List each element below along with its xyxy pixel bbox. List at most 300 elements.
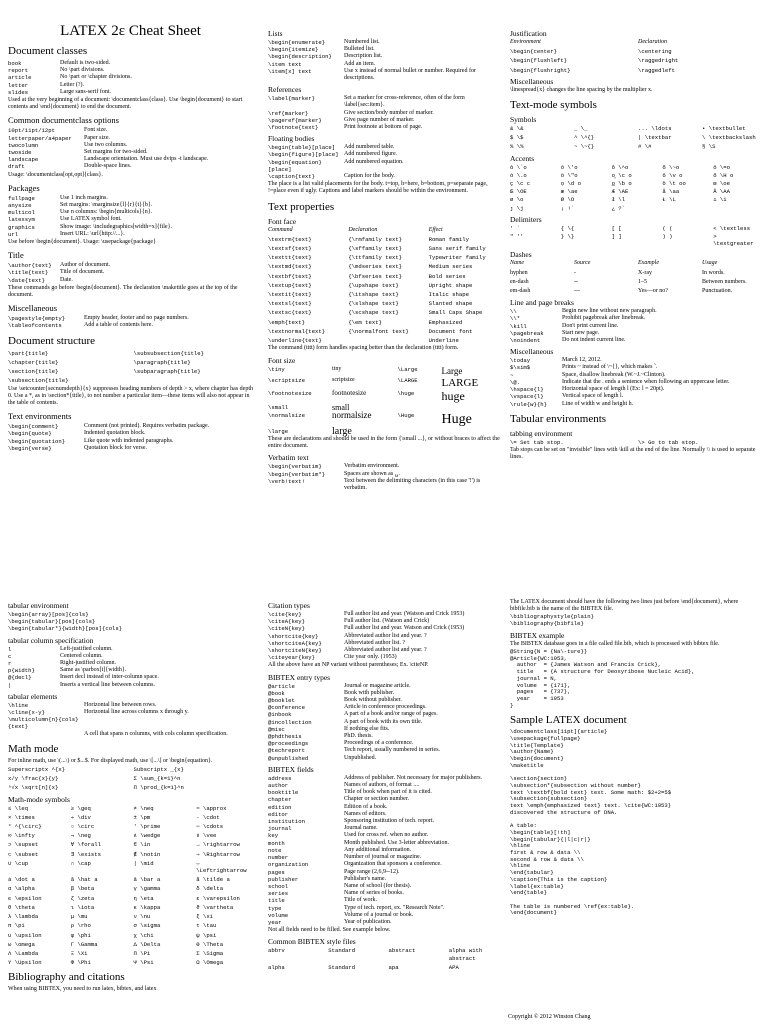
table-cell: % \% <box>510 143 524 151</box>
delimiters-table <box>510 225 760 248</box>
table-cell: ó \'o <box>560 163 578 171</box>
item-value: Centered column. <box>60 652 103 659</box>
list-item <box>8 142 253 149</box>
item-value: Journal name. <box>344 825 378 832</box>
list-item <box>8 202 253 209</box>
table-cell: \LARGE <box>397 376 418 384</box>
list-item <box>8 660 253 667</box>
table-cell: # \# <box>638 143 652 151</box>
table-cell: \textsf{text} <box>268 245 312 253</box>
table-cell: Standard <box>328 963 356 971</box>
table-cell: Declaration <box>638 39 667 45</box>
item-value: Begin new line without new paragraph. <box>562 308 657 315</box>
table-cell: ō \=o <box>713 163 730 171</box>
list-item <box>268 711 503 718</box>
document-classes-note: Used at the very beginning of a document: \documentclass{class}. Use \begin{document} to start contents and \end{document} to end the document. <box>8 97 243 111</box>
item-key: \author{text} <box>8 262 52 270</box>
table-cell: LARGE <box>441 376 479 389</box>
table-cell: \textbf{text} <box>268 272 312 280</box>
table-cell: λ \lambda <box>8 913 39 921</box>
table-cell: Λ \Lambda <box>8 949 39 957</box>
table-cell: Å \AA <box>713 188 730 196</box>
item-value: Caption for the body. <box>344 173 395 180</box>
table-cell: Yes—or no? <box>638 288 668 295</box>
item-value: Prohibit pagebreak after linebreak. <box>562 315 646 322</box>
list-item <box>268 683 503 690</box>
table-cell <box>442 404 504 411</box>
list-item <box>268 747 503 754</box>
item-key: \today <box>510 357 531 365</box>
item-key: \footnote{text} <box>268 124 319 132</box>
item-key: \cite{key} <box>268 611 302 618</box>
heading-references: References <box>268 85 302 95</box>
table-cell: \ \textbackslash <box>702 134 756 142</box>
table-cell: Subscriptx _{x} <box>133 766 184 774</box>
item-key: letterpaper/a4paper <box>8 134 72 142</box>
item-value: Chapter or section number. <box>344 796 409 803</box>
table-cell <box>662 205 709 212</box>
heading-misc: Miscellaneous <box>8 303 58 314</box>
table-cell: ã \tilde a <box>196 876 230 884</box>
item-value: Add a table of contents here. <box>84 322 153 329</box>
item-value: Sponsoring institution of tech. report. <box>344 818 434 825</box>
item-key: \shortciteN{key} <box>268 647 322 655</box>
table-cell: Ψ \Psi <box>133 959 154 967</box>
table-cell: υ \upsilon <box>8 931 42 939</box>
table-cell: \begin{tabular}[pos]{cols} <box>8 618 96 626</box>
table-cell: alpha <box>268 963 285 971</box>
list-item <box>268 775 503 782</box>
heading-entry-types: BIBTEX entry types <box>268 672 331 682</box>
table-cell: \begin{flushright} <box>510 66 571 74</box>
heading-text-mode-symbols: Text-mode symbols <box>510 99 597 112</box>
list-item <box>268 95 503 109</box>
item-value: Author of document. <box>60 262 111 269</box>
table-cell: ò \`o <box>510 163 527 171</box>
item-key: \rule{w}{h} <box>510 400 547 408</box>
table-cell: ρ \rho <box>70 922 91 930</box>
list-item <box>268 818 503 825</box>
table-cell: ∨ \vee <box>196 832 217 840</box>
item-value: Names of authors, of format .... <box>344 782 420 789</box>
table-cell: ā \bar a <box>133 876 161 884</box>
floating-bodies-list <box>268 144 503 180</box>
table-cell: ∃ \exists <box>70 850 101 858</box>
table-cell: \centering <box>638 48 672 56</box>
table-cell: ∉ \notin <box>133 850 161 858</box>
item-key: journal <box>268 825 292 833</box>
list-item <box>510 330 760 337</box>
table-cell: ≈ \approx <box>196 804 227 812</box>
table-cell: ¿ ?` <box>611 204 626 212</box>
table-cell: ç \c c <box>510 180 531 188</box>
item-value: Volume of a journal or book. <box>344 911 414 918</box>
table-cell: Ξ \Xi <box>70 949 88 957</box>
list-item <box>510 372 760 379</box>
column-5 <box>268 598 503 971</box>
heading-dashes: Dashes <box>510 250 532 260</box>
item-key: institution <box>268 818 305 826</box>
item-value: Prints ~ instead of \~{}, which makes ˜. <box>562 364 658 371</box>
heading-lists: Lists <box>268 29 283 38</box>
list-item <box>8 224 253 231</box>
table-cell: \tiny <box>268 365 285 373</box>
table-cell: ι \iota <box>70 903 95 911</box>
table-cell: ε \varepsilon <box>196 894 240 902</box>
item-value: No \part divisions. <box>60 67 105 74</box>
table-cell: abstract <box>388 947 416 955</box>
table-cell: ø \o <box>510 196 524 204</box>
table-cell: \underline{text} <box>268 337 322 345</box>
page-title: LATEX 2ε Cheat Sheet <box>60 23 201 39</box>
list-item <box>510 401 760 408</box>
table-cell: ∈ \in <box>133 841 151 849</box>
font-size-table <box>268 366 503 435</box>
item-value: Names of editors. <box>344 810 387 817</box>
table-cell: Γ \Gamma <box>70 940 98 948</box>
heading-symbols: Symbols <box>510 115 537 125</box>
item-key: landscape <box>8 156 39 164</box>
list-item <box>268 869 503 876</box>
table-cell: × \times <box>8 813 35 821</box>
item-key: month <box>268 839 285 847</box>
item-key: \tableofcontents <box>8 322 62 330</box>
item-key: volume <box>268 911 289 919</box>
heading-math-mode: Math mode <box>8 742 59 755</box>
entry-types-list <box>268 683 503 762</box>
item-key: organization <box>268 861 309 869</box>
table-cell: - <box>574 269 576 276</box>
table-cell: {\slshape text} <box>348 300 399 308</box>
item-key: \\ <box>510 308 517 316</box>
tabbing-table <box>510 439 760 446</box>
item-value: Landscape orientation. Must use dvips -t landscape. <box>84 156 209 163</box>
item-value: Line of width w and height h. <box>562 400 634 407</box>
list-item <box>268 463 503 470</box>
heading-document-structure: Document structure <box>8 334 96 347</box>
item-key: \hspace{l} <box>510 386 544 394</box>
table-cell: ǒ \v o <box>662 171 683 179</box>
item-value: Spaces are shown as ␣. <box>344 470 400 477</box>
table-cell: apa <box>388 963 399 971</box>
item-key: booktitle <box>268 789 299 797</box>
list-item <box>268 53 503 60</box>
item-key: graphics <box>8 223 35 231</box>
table-cell: {\rmfamily text} <box>348 235 403 243</box>
table-cell: ± \pm <box>133 813 151 821</box>
item-value: Edition of a book. <box>344 803 388 810</box>
item-key: address <box>268 774 292 782</box>
symbols-table <box>510 125 760 151</box>
item-value: Year of publication. <box>344 918 392 925</box>
item-value: Full author list and year. (Watson and Crick 1953) <box>344 611 465 617</box>
table-cell: φ \phi <box>70 931 91 939</box>
table-cell: APA <box>448 963 459 971</box>
heading-line-page-breaks: Line and page breaks <box>510 298 574 308</box>
list-item <box>8 195 253 202</box>
table-cell: \textnormal{text} <box>268 327 326 335</box>
table-cell: > \textgreater <box>713 233 754 248</box>
accents-table <box>510 164 760 212</box>
list-item <box>268 39 503 46</box>
item-key: p{width} <box>8 667 35 675</box>
table-cell: {\em text} <box>348 318 382 326</box>
table-cell: \subsubsection{title} <box>133 349 204 357</box>
table-cell: \begin{array}[pos]{cols} <box>8 611 89 618</box>
item-key: \@. <box>510 378 521 386</box>
item-key: \begin{equation}[place] <box>268 158 322 173</box>
list-item <box>8 438 253 445</box>
item-value: Default is two-sided. <box>60 60 111 66</box>
font-face-note: The command (tttt) form handles spacing better than the declaration (tttt) form. <box>268 345 459 352</box>
item-key: type <box>268 904 282 912</box>
item-key <box>8 731 80 738</box>
item-value: Vertical space of length l. <box>562 393 624 400</box>
item-key: \date{text} <box>8 276 45 284</box>
font-size-note: These are declarations and should be used in the form {\small ...}, or without braces to affect the entire document. <box>268 435 500 450</box>
table-cell: \textmd{text} <box>268 263 312 271</box>
item-value: Font size. <box>84 127 108 134</box>
item-key: \citeN{key} <box>268 625 305 633</box>
item-key: fullpage <box>8 194 35 202</box>
item-key: twoside <box>8 149 32 157</box>
table-cell: ȧ \dot a <box>8 876 35 884</box>
linespread-note: \linespread{x} changes the line spacing by the multiplier x. <box>510 86 653 93</box>
list-item <box>8 135 253 142</box>
table-cell: | \mid <box>133 859 154 867</box>
item-value: Horizontal line between rows. <box>84 701 157 708</box>
item-key: @{decl} <box>8 674 32 682</box>
item-key: \verb!text! <box>268 477 305 485</box>
list-item <box>268 811 503 818</box>
item-key: editor <box>268 810 289 818</box>
item-key: @booklet <box>268 697 295 705</box>
table-cell: \textrm{text} <box>268 235 312 243</box>
table-cell: scriptsize <box>332 376 355 383</box>
heading-floating-bodies: Floating bodies <box>268 134 315 144</box>
item-value: Use LATEX symbol font. <box>60 216 122 223</box>
table-cell: ⁿ√x \sqrt[n]{x} <box>8 784 59 792</box>
table-cell: {\upshape text} <box>348 281 399 289</box>
item-value: Type of tech. report, ex. "Research Note". <box>344 904 445 911</box>
copyright-footer: Copyright © 2012 Winston Chang <box>508 1014 591 1020</box>
table-cell: \huge <box>397 389 415 397</box>
list-item <box>268 690 503 697</box>
item-value: PhD. thesis. <box>344 733 373 740</box>
table-cell: -- <box>574 278 578 285</box>
item-key: \vspace{l} <box>510 393 544 401</box>
table-cell: Bold series <box>428 272 466 280</box>
list-item <box>268 654 503 661</box>
table-cell: {\sffamily text} <box>348 245 403 253</box>
fields-note: Not all fields need to be filled. See example below. <box>268 927 391 934</box>
list-item <box>268 847 503 854</box>
bib-intro: The LATEX document should have the following two lines just before \end{document}, where bibfile.bib is the name of the BIBTEX file. <box>510 599 739 613</box>
list-item <box>268 876 503 883</box>
list-item <box>510 364 760 371</box>
table-cell: Effect <box>428 226 443 233</box>
table-cell: \small <box>268 403 289 411</box>
table-cell: 1–5 <box>638 278 647 285</box>
item-value: Quotation block for verse. <box>84 444 147 451</box>
table-cell: {\normalfont text} <box>348 327 409 335</box>
table-cell: ≥ \geq <box>70 804 91 812</box>
item-value: Name of series of books. <box>344 890 404 897</box>
column-4 <box>8 598 253 995</box>
table-cell: Large <box>441 365 463 376</box>
structure-grid <box>8 350 253 385</box>
item-value: Name of school (for thesis). <box>344 882 412 889</box>
table-cell: ö \"o <box>560 171 578 179</box>
math-note: For inline math, use \(...\) or $...$. For displayed math, use \[...\] or \begin{equation}. <box>8 757 213 764</box>
item-value: If nothing else fits. <box>344 725 390 732</box>
table-cell: Δ \Delta <box>133 940 161 948</box>
list-item <box>268 173 503 180</box>
item-value <box>84 716 253 730</box>
item-key: edition <box>268 803 292 811</box>
table-cell: {\bfseries text} <box>348 272 403 280</box>
table-cell: ⊂ \subset <box>8 850 39 858</box>
list-item <box>268 796 503 803</box>
table-cell: Σ \sum_{k=1}^n <box>133 775 181 783</box>
table-cell: ψ \psi <box>196 931 217 939</box>
item-value: Verbatim environment. <box>344 463 400 470</box>
item-key: \hline <box>8 701 29 709</box>
item-value: Space, disallow linebreak (W.~J.~Clinton). <box>562 371 666 378</box>
text-environments-list <box>8 423 253 452</box>
item-key: ~ <box>510 371 514 379</box>
table-cell: χ \chi <box>133 931 154 939</box>
table-cell: ν \nu <box>133 913 151 921</box>
structure-note: Use \setcounter{secnumdepth}{x} suppresses heading numbers of depth > x, where chapter has depth 0. Use a *, as in \section*{title}, to not number a particular item—these items will also not appear in the table of contents. <box>8 385 254 406</box>
document-classes-list <box>8 60 253 96</box>
item-key: \begin{figure}[place] <box>268 151 339 159</box>
heading-bibtex-example: BIBTEX example <box>510 630 565 640</box>
item-value: Give section/body number of marker. <box>344 109 434 116</box>
table-cell: \scriptsize <box>268 376 305 384</box>
table-cell: κ \kappa <box>133 903 161 911</box>
list-item <box>268 625 503 632</box>
item-value: Date. <box>60 276 73 283</box>
heading-sample-document: Sample LATEX document <box>510 714 627 727</box>
item-key: latexsym <box>8 216 35 224</box>
table-cell: Π \prod_{k=1}^n <box>133 784 184 792</box>
item-key: \begin{quotation} <box>8 437 66 445</box>
item-key: @conference <box>268 704 305 712</box>
list-item <box>8 269 253 276</box>
item-value: Print footnote at bottom of page. <box>344 124 423 131</box>
references-list <box>268 95 503 131</box>
table-cell: } \} <box>560 233 575 241</box>
table-cell: \paragraph{title} <box>133 358 191 366</box>
table-cell: Usage <box>702 260 718 267</box>
table-cell: en-dash <box>510 278 529 285</box>
list-item <box>8 445 253 452</box>
list-item <box>510 386 760 393</box>
item-key: \begin{quote} <box>8 430 52 438</box>
item-value: Insert decl instead of inter-column space. <box>60 674 159 681</box>
table-cell: → \rightarrow <box>196 841 240 849</box>
item-key: twocolumn <box>8 141 39 149</box>
column-2 <box>268 26 503 492</box>
table-cell: ζ \zeta <box>70 894 95 902</box>
table-cell <box>713 205 760 212</box>
item-key: url <box>8 230 19 238</box>
item-value: Title of book when part of it is cited. <box>344 789 432 796</box>
item-value: Set margins: \marginsize{l}{r}{t}{b}. <box>60 202 153 209</box>
bibliography-note: When using BIBTEX, you need to run latex, bibtex, and latex <box>8 986 157 993</box>
table-cell: ọ \d o <box>560 180 581 188</box>
list-item <box>268 117 503 124</box>
table-cell: ° ^{\circ} <box>8 823 42 831</box>
table-cell: ≠ \neq <box>133 804 154 812</box>
table-cell: tiny <box>332 365 342 372</box>
table-cell: \emph{text} <box>268 318 305 326</box>
font-face-table <box>268 227 503 345</box>
list-item <box>268 633 503 640</box>
table-cell: \textsl{text} <box>268 300 312 308</box>
item-key: anysize <box>8 202 32 210</box>
item-key: \begin{itemize} <box>268 46 319 54</box>
item-key: \pagestyle{empty} <box>8 315 66 323</box>
table-cell: â \hat a <box>70 876 98 884</box>
table-cell: ∧ \wedge <box>133 832 161 840</box>
item-value: Insert URL: \url{http://...}. <box>60 230 125 237</box>
list-item <box>268 719 503 726</box>
heading-packages: Packages <box>8 182 40 193</box>
heading-justification: Justification <box>510 29 547 38</box>
item-key: @techreport <box>268 747 305 755</box>
item-key: \cline{x-y} <box>8 709 45 717</box>
list-item <box>8 430 253 437</box>
table-cell: $ \$ <box>510 134 524 142</box>
item-value: Right-justified column. <box>60 660 116 667</box>
table-cell: Standard <box>328 947 356 955</box>
table-cell: Command <box>268 226 293 233</box>
item-value: Publisher's name. <box>344 875 387 882</box>
table-cell: ) ) <box>662 233 673 241</box>
table-cell: œ \oe <box>713 180 730 188</box>
table-cell: em-dash <box>510 288 531 295</box>
table-cell: Ł \L <box>662 196 676 204</box>
table-cell: Θ \Theta <box>196 940 224 948</box>
table-cell: small <box>332 402 350 412</box>
item-key: \citeyear{key} <box>268 654 315 662</box>
table-cell: \begin{flushleft} <box>510 57 568 65</box>
item-key: \begin{table}[place] <box>268 144 336 152</box>
table-cell: ∩ \cap <box>70 859 91 867</box>
bibtex-example-code: @String{N = {Na\-ture}} @Article{WC:1953, author = {James Watson and Francis Crick}, title = {A structure for Deoxyribose Nucleic Acid}, journal = N, volume = {171}, pages = {737}, year = 1953 } <box>510 648 695 709</box>
heading-class-options: Common documentclass options <box>8 115 119 126</box>
table-cell: \Huge <box>397 411 415 419</box>
table-cell: ⇔ \Leftrightarrow <box>196 859 247 875</box>
table-cell: ¬ \neg <box>70 832 91 840</box>
item-value: Use x instead of normal bullet or number. Required for descriptions. <box>344 67 476 82</box>
item-value: A cell that spans n columns, with cols column specification. <box>84 730 228 737</box>
column-spec-list <box>8 646 253 689</box>
item-value: Set margins for two-sided. <box>84 149 148 156</box>
table-cell: ′ \prime <box>133 823 161 831</box>
item-value: Book with publisher. <box>344 689 395 696</box>
heading-style-files: Common BIBTEX style files <box>268 937 356 947</box>
list-item <box>8 702 253 709</box>
tabular-env-list <box>8 611 253 633</box>
table-cell: ô \^o <box>611 163 629 171</box>
table-cell: ' ` <box>510 224 521 232</box>
table-cell: Superscriptx ^{x} <box>8 766 66 774</box>
item-key: series <box>268 890 289 898</box>
list-item <box>8 322 253 329</box>
